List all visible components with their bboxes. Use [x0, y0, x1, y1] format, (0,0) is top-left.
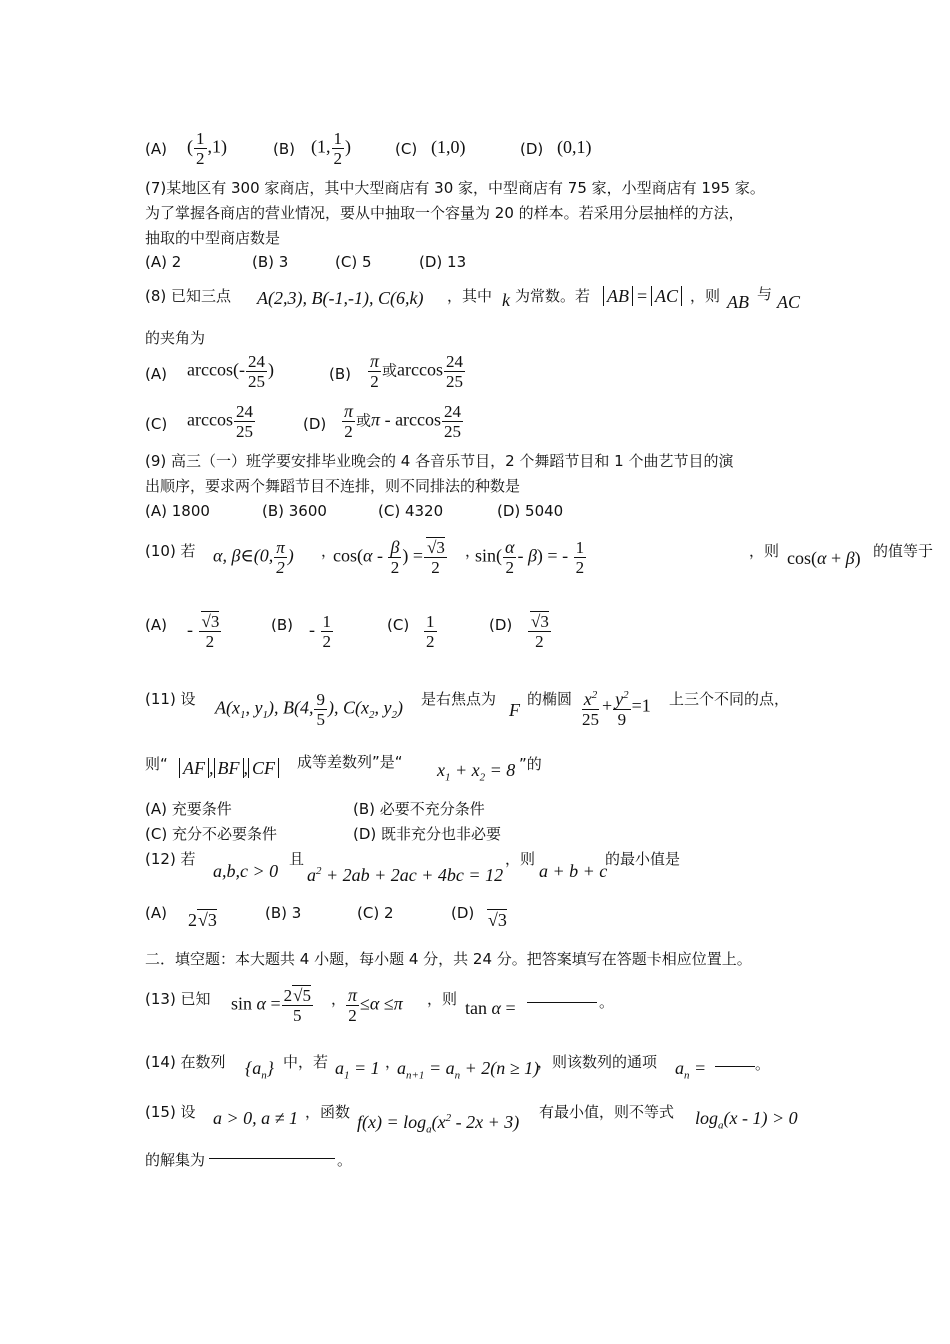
q12-option-a-expr: 2√3 — [188, 910, 217, 930]
q11-ellipse: $\frac{x^2}{25}$ + $\frac{y^2}{9}$ =1 — [579, 686, 651, 729]
q12-option-d: (D) — [451, 904, 475, 922]
q10-option-b: (B) — [271, 616, 293, 634]
q11-focus: F — [509, 700, 520, 720]
q10-option-d-expr: $\frac{√3}{2}$ — [527, 612, 552, 651]
q8-option-c-expr: arccos $\frac{24}{25}$ — [187, 402, 253, 441]
q10-option-a: (A) — [145, 616, 167, 634]
q15-end: 。 — [337, 1151, 353, 1169]
q6-option-d-expr: (0,1) — [557, 137, 592, 157]
q8-vec-ab: AB — [727, 292, 749, 312]
q14-answer-blank[interactable] — [715, 1056, 755, 1076]
q10-eq2: sin( $\frac{\alpha}{2}$ - β) = - $\frac{1}{2}$ — [475, 537, 585, 577]
q9-option-d: (D) 5040 — [497, 502, 564, 520]
q15-ineq: $\log_a(x - 1) > 0$ — [695, 1108, 798, 1132]
q12-option-a: (A) — [145, 904, 167, 922]
q7-line-2: 为了掌握各商店的营业情况，要从中抽取一个容量为 20 的样本。若采用分层抽样的方法， — [145, 204, 744, 222]
q15-mid2: 有最小值，则不等式 — [539, 1103, 675, 1121]
q9-option-b: (B) 3600 — [262, 502, 327, 520]
q10-condition: α, β∈(0, $\frac{\pi}{2}$ ) — [213, 538, 294, 577]
q14-an: $a_n$ = — [675, 1058, 707, 1082]
q9-line-2: 出顺序，要求两个舞蹈节目不连排，则不同排法的种数是 — [145, 477, 521, 495]
q11-option-d: (D) 既非充分也非必要 — [353, 825, 502, 843]
q11-line2b: 成等差数列”是“ — [297, 753, 403, 771]
q10-suffix: 的值等于 — [873, 542, 934, 560]
q15-fx: $f(x) = \log_a(x^2 - 2x + 3)$ — [357, 1112, 520, 1136]
q15-mid: ，函数 — [305, 1103, 351, 1121]
q14-mid: 中，若 — [283, 1053, 329, 1071]
q11-line2c: ”的 — [519, 755, 542, 773]
q10-mid: ，则 — [749, 542, 780, 560]
q8-option-b-expr: $\frac{\pi}{2}$ 或arccos $\frac{24}{25}$ — [370, 351, 464, 391]
q12-mid2: ，则 — [505, 850, 536, 868]
q8-option-c: (C) — [145, 415, 168, 433]
exam-page: (A) ( $\frac{1}{2}$ ,1) (B) (1, $\frac{1}{2}$ ) (C) (1,0) (D) (0,1) (7)某地区有 300 家商店，其中大型商店有 30 家，中型商店有 75 家，小型商店有 195 家。 为了掌握各商店的营业情况，要从中抽取一个容量为 20 的样本。若采用分层抽样的方法， 抽取的中型商店数是 (A) 2 (B) 3 (C) 5 (D) 13 (8) 已知三点 A(2,3), B(-1,-1), C(6,k) ，其中 k 为常数。若 AB = AC ，则 AB 与 AC 的夹角为 (A) arccos(- $\frac{24}{25}$ ) (B) $\frac{\pi}{2}$ 或arccos $\frac{24}{25}$ (C) arccos $\frac{24}{25}$ (D) $\frac{\pi}{2}$ 或π - arccos $\frac{24}{25}$ (9) 高三（一）班学要安排毕业晚会的 4 各音乐节目，2 个舞蹈节目和 1 个曲艺节目的演 出顺序，要求两个舞蹈节目不连排，则不同排法的种数是 (A) 1800 (B) 3600 (C) 4320 (D) 5040 (10) 若 α, β∈(0, $\frac{\pi}{2}$ ) ， cos(α - $\frac{\beta}{2}$ ) = $\frac{√3}{2}$ ， sin( $\frac{\alpha}{2}$ - β) = - $\frac{1}{2}$ ，则 cos(α + β) 的值等于 (A) - $\frac{√3}{2}$ (B) - $\frac{1}{2}$ (C) $\frac{1}{2}$ (D) $\frac{√3}{2}$ (11) 设 $A(x_1$, $y_1$), B(4, $\frac{9}{5}$ ), $C(x_2$, $y_2$) 是右焦点为 F 的椭圆 $\frac{x^2}{25}$ + $\frac{y^2}{9}$ =1 上三个不同的点， 则“ AF , BF , CF 成等差数列”是“ $x_1 + x_2 = 8$ ”的 (A) 充要条件 (B) 必要不充分条件 (C) 充分不必要条件 (D) 既非充分也非必要 (12) 若 a,b,c > 0 且 $a^2 + 2ab + 2ac + 4bc = 12$ ，则 a + b + c 的最小值是 (A) 2√3 (B) 3 (C) 2 (D) √3 二．填空题：本大题共 4 小题，每小题 4 分，共 24 分。把答案填写在答题卡相应位置上。 (13) 已知 sin α = $\frac{2√5}{5}$ ， $\frac{\pi}{2}$ ≤α ≤π ，则 tan α = 。 (14) 在数列 $\{a_n\}$ 中，若 $a_1 = 1$ ， $a_{n+1} = a_n + 2(n \ge 1)$ ，则该数列的通项 $a_n$ = 。 (15) 设 a > 0, a ≠ 1 ，函数 $f(x) = \log_a(x^2 - 2x + 3)$ 有最小值，则不等式 $\log_a(x - 1) > 0$ 的解集为 。 — [145, 129, 934, 1169]
q9-option-a: (A) 1800 — [145, 502, 210, 520]
q6-option-a-expr: ( $\frac{1}{2}$ ,1) — [187, 129, 227, 168]
q10-eq1: cos(α - $\frac{\beta}{2}$ ) = $\frac{√3}{2}$ — [333, 537, 445, 577]
section-2-heading: 二．填空题：本大题共 4 小题，每小题 4 分，共 24 分。把答案填写在答题卡相应位置上。 — [145, 950, 752, 968]
q8-abs-ab: AB — [603, 286, 633, 306]
q8-vec-ac: AC — [777, 292, 801, 312]
q11-option-b: (B) 必要不充分条件 — [353, 800, 485, 818]
q7-line-3: 抽取的中型商店数是 — [145, 229, 281, 247]
q6-option-c-expr: (1,0) — [431, 137, 466, 157]
q13-answer-blank[interactable] — [527, 992, 597, 1012]
q10-option-a-expr: - $\frac{√3}{2}$ — [187, 612, 220, 651]
q11-suffix: 上三个不同的点， — [669, 690, 790, 708]
q8-points: A(2,3), B(-1,-1), C(6,k) — [257, 288, 424, 308]
q15-line2: 的解集为 — [145, 1151, 206, 1169]
q6-option-a: (A) — [145, 140, 167, 158]
q12-suffix: 的最小值是 — [605, 850, 681, 868]
q11-option-c: (C) 充分不必要条件 — [145, 825, 277, 843]
q12-mid: 且 — [289, 850, 305, 868]
q8-option-a-expr: arccos(- $\frac{24}{25}$ ) — [187, 352, 274, 391]
q14-prefix: (14) 在数列 — [145, 1053, 226, 1071]
q15-cond: a > 0, a ≠ 1 — [213, 1108, 299, 1128]
q8-mid: ，其中 — [447, 287, 493, 305]
q12-option-d-expr: √3 — [488, 910, 507, 930]
q11-abs: AF , BF , CF — [179, 758, 279, 778]
q15-prefix: (15) 设 — [145, 1103, 196, 1121]
q10-option-c-expr: $\frac{1}{2}$ — [426, 612, 435, 651]
q13-range: $\frac{\pi}{2}$ ≤α ≤π — [348, 985, 403, 1025]
q13-end: 。 — [599, 993, 615, 1011]
q10-option-d: (D) — [489, 616, 513, 634]
q14-mid2: ，则该数列的通项 — [537, 1053, 658, 1071]
q11-mid: 是右焦点为 — [421, 690, 497, 708]
q8-mid3: ，则 — [690, 287, 721, 305]
q13-target: tan α = — [465, 998, 516, 1018]
q7-option-c: (C) 5 — [335, 253, 372, 271]
q11-points: $A(x_1$, $y_1$), B(4, $\frac{9}{5}$ ), $C(x_2$, $y_2$) — [215, 690, 403, 729]
q10-option-b-expr: - $\frac{1}{2}$ — [309, 612, 331, 651]
q9-option-c: (C) 4320 — [378, 502, 444, 520]
q8-option-b: (B) — [329, 365, 351, 383]
q7-option-a: (A) 2 — [145, 253, 182, 271]
q14-end: 。 — [755, 1055, 771, 1073]
q9-line-1: (9) 高三（一）班学要安排毕业晚会的 4 各音乐节目，2 个舞蹈节目和 1 个曲艺节目的演 — [145, 452, 734, 470]
q8-option-d: (D) — [303, 415, 327, 433]
q6-option-b: (B) — [273, 140, 295, 158]
q13-eq: sin α = $\frac{2√5}{5}$ — [231, 986, 311, 1025]
q12-eq: $a^2 + 2ab + 2ac + 4bc = 12$ — [307, 865, 504, 885]
q11-option-a: (A) 充要条件 — [145, 800, 232, 818]
q8-option-a: (A) — [145, 365, 167, 383]
q13-prefix: (13) 已知 — [145, 990, 211, 1008]
q15-answer-blank[interactable] — [209, 1148, 335, 1168]
q11-line2a: 则“ — [145, 755, 168, 773]
q12-option-c: (C) 2 — [357, 904, 394, 922]
q14-rec: $a_{n+1} = a_n + 2(n \ge 1)$ — [397, 1058, 540, 1082]
q14-seq: $\{a_n\}$ — [245, 1058, 274, 1082]
q7-line-1: (7)某地区有 300 家商店，其中大型商店有 30 家，中型商店有 75 家，小型商店有 195 家。 — [145, 179, 765, 197]
q11-prefix: (11) 设 — [145, 690, 196, 708]
q8-k: k — [502, 290, 510, 310]
q10-option-c: (C) — [387, 616, 410, 634]
q7-option-b: (B) 3 — [252, 253, 289, 271]
q11-mid2: 的椭圆 — [527, 690, 573, 708]
q6-option-b-expr: (1, $\frac{1}{2}$ ) — [311, 129, 351, 168]
q12-target: a + b + c — [539, 861, 608, 881]
q10-prefix: (10) 若 — [145, 542, 196, 560]
q12-condition: a,b,c > 0 — [213, 861, 279, 881]
q11-cond: $x_1 + x_2 = 8$ — [437, 760, 516, 784]
q13-mid: ，则 — [427, 990, 458, 1008]
q10-target: cos(α + β) — [787, 548, 861, 568]
q7-option-d: (D) 13 — [419, 253, 467, 271]
q8-option-d-expr: $\frac{\pi}{2}$ 或π - arccos $\frac{24}{25}$ — [344, 401, 462, 441]
q6-option-c: (C) — [395, 140, 418, 158]
q6-option-d: (D) — [520, 140, 544, 158]
q14-a1: $a_1 = 1$ — [335, 1058, 380, 1082]
q8-prefix: (8) 已知三点 — [145, 287, 232, 305]
q12-option-b: (B) 3 — [265, 904, 302, 922]
q8-eq: = — [637, 286, 648, 306]
q8-with: 与 — [757, 285, 773, 303]
q8-mid2: 为常数。若 — [515, 287, 591, 305]
q8-abs-ac: AC — [651, 286, 682, 306]
q8-line-2: 的夹角为 — [145, 329, 206, 347]
q12-prefix: (12) 若 — [145, 850, 196, 868]
